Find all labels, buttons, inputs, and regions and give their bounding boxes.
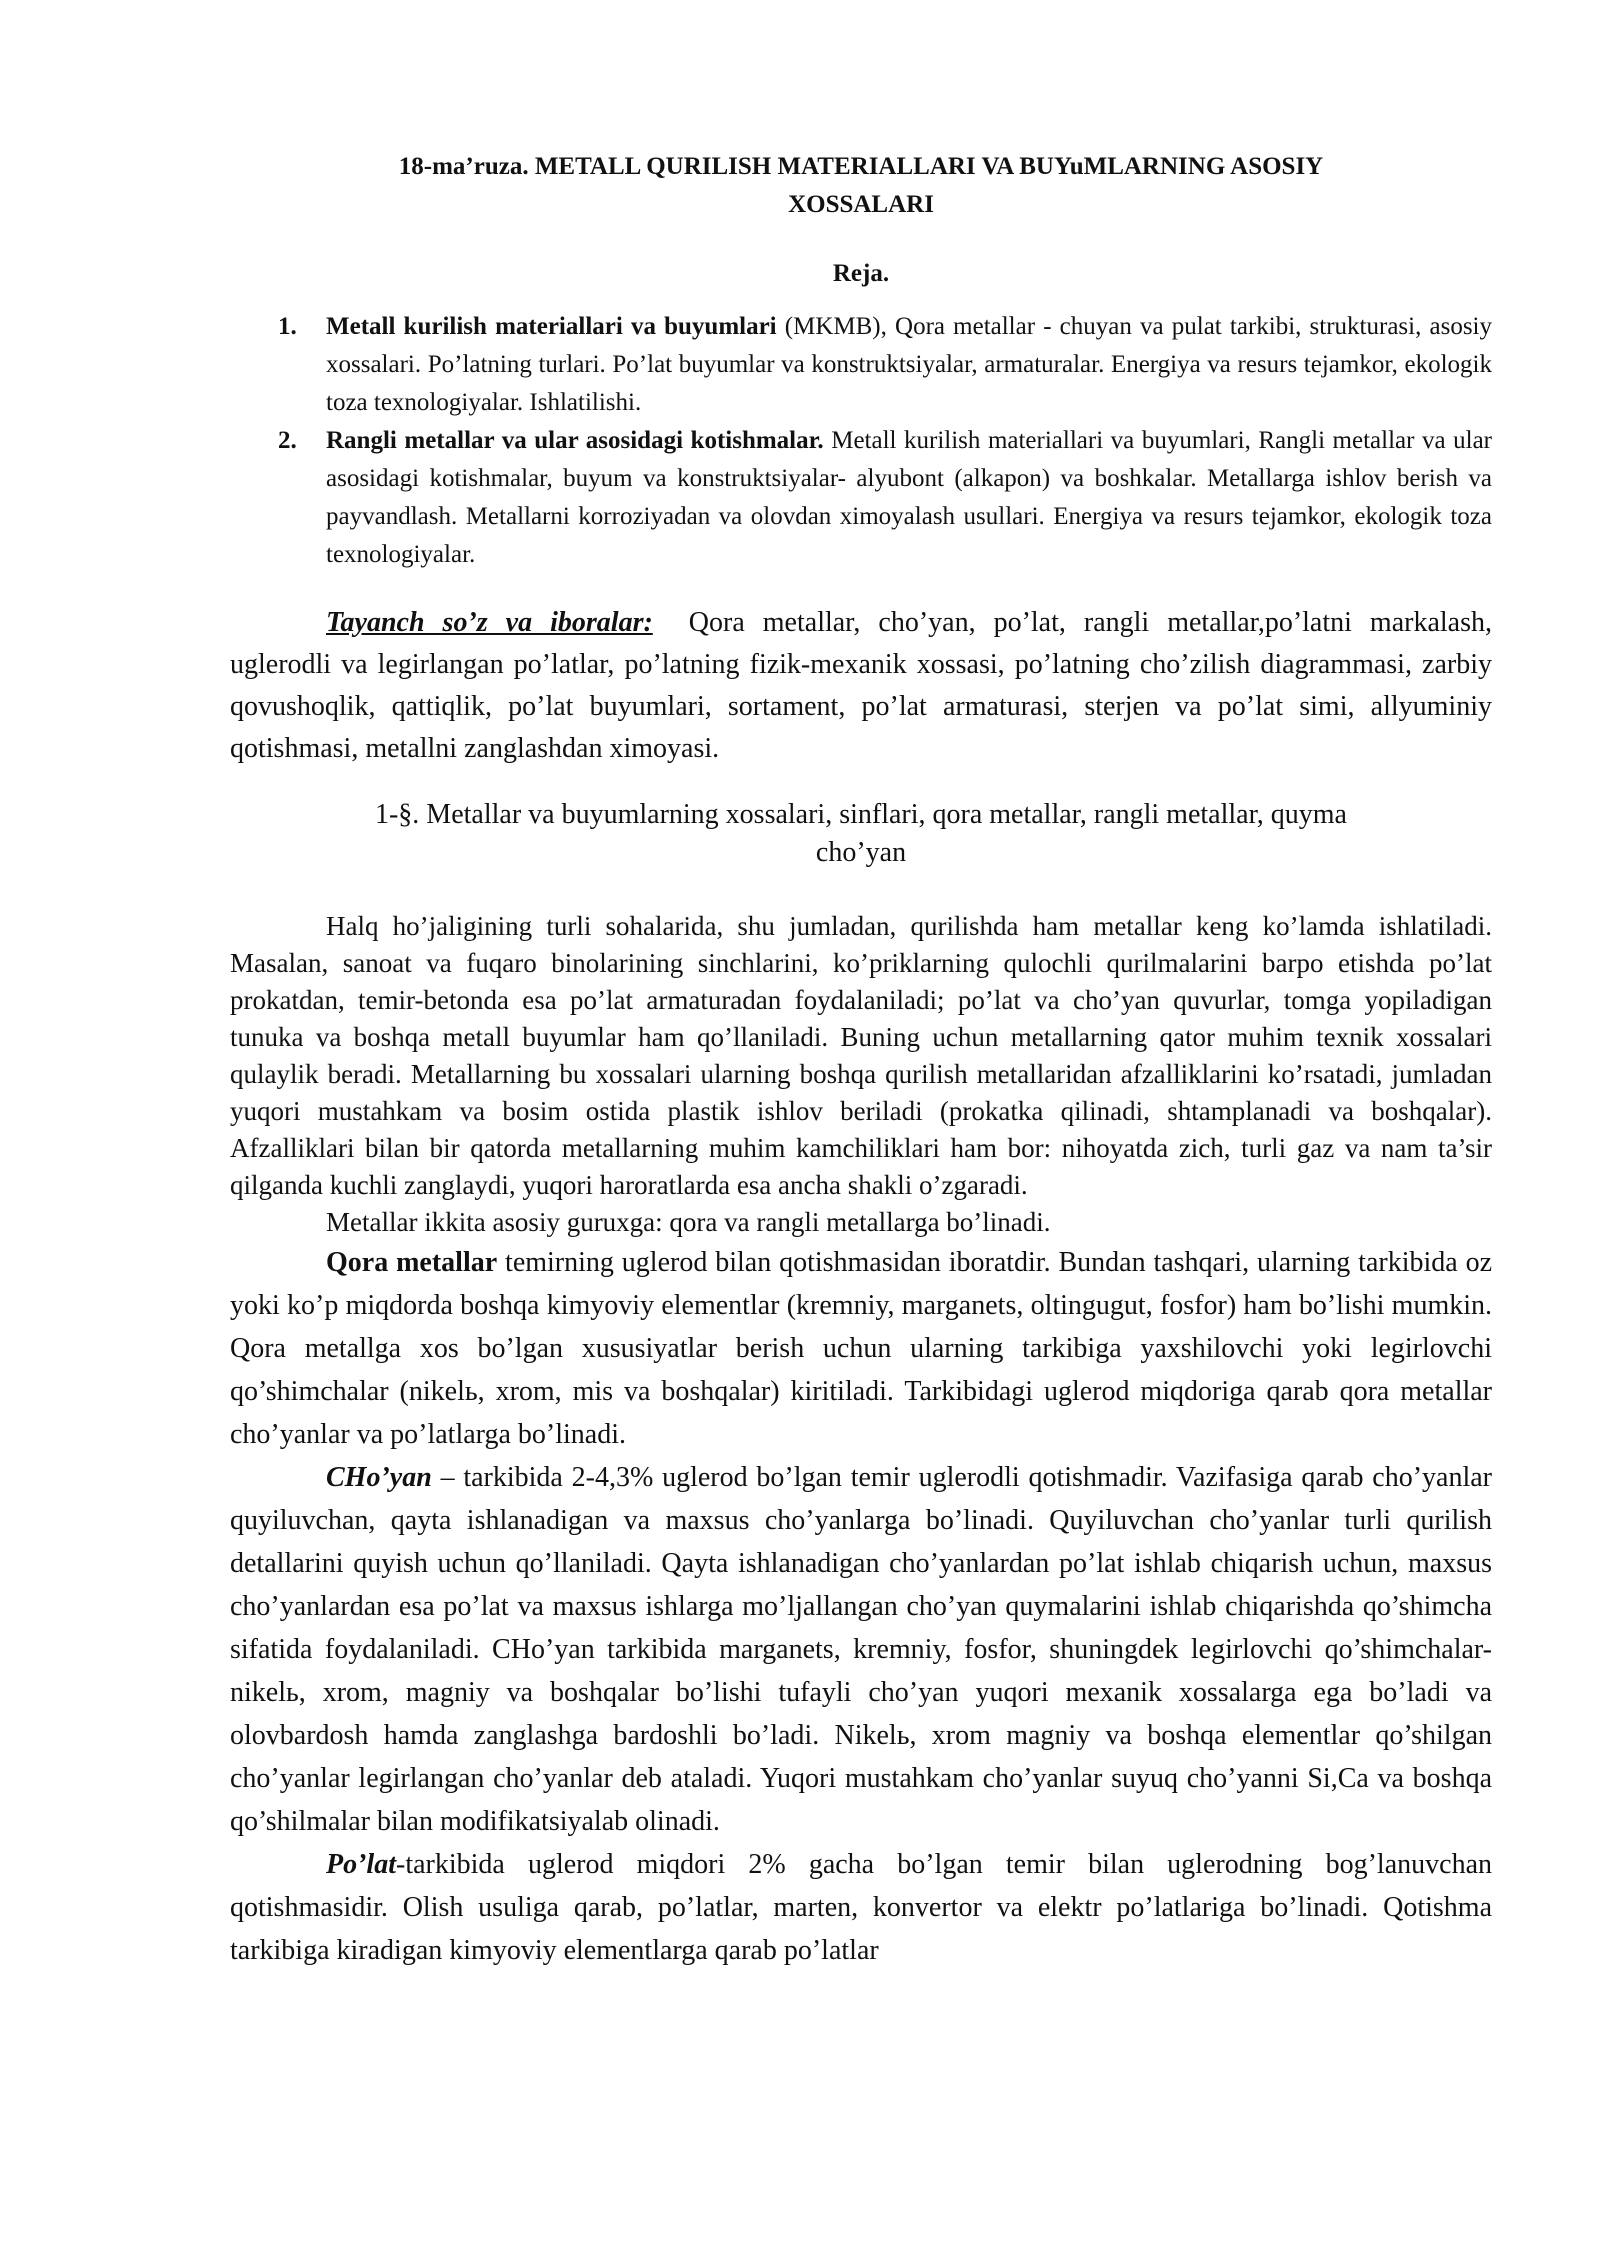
body-paragraph-2: Metallar ikkita asosiy guruxga: qora va rangli metallarga bo’linadi. [326, 1207, 1051, 1237]
plan-item-text: Metall kurilish materiallari va buyumlari, Rangli metallar va ular asosidagi kotishmalar, buyum va konstruktsiyalar- alyubont (alkapon) va boshkalar. Metallarga ishlov berish va payvandlash. Metallarni korroziyadan va olovdan ximoyalash usullari. Energiya va resurs tejamkor, ekologik toza texnologiyalar. [326, 427, 1492, 568]
keywords-paragraph [230, 602, 1492, 770]
steel-text: -tarkibida uglerod miqdori 2% gacha bo’lgan temir bilan uglerodning bog’lanuvchan qotishmasidir. Olish usuliga qarab, po’latlar, marten, konvertor va elektr po’latlariga bo’linadi. Qotishma tarkibiga kiradigan kimyoviy elementlarga qarab po’latlar [230, 1849, 1492, 1966]
cast-iron-text: – tarkibida 2-4,3% uglerod bo’lgan temir uglerodli qotishmadir. Vazifasiga qarab cho’yanlar quyiluvchan, qayta ishlanadigan va maxsus cho’yanlarga bo’linadi. Quyiluvchan cho’yanlar turli qurilish detallarini quyish uchun qo’llaniladi. Qayta ishlanadigan cho’yanlardan po’lat ishlab chiqarish uchun, maxsus cho’yanlardan esa po’lat va maxsus ishlarga mo’ljallangan cho’yan quymalarini ishlab chiqarishda qo’shimcha sifatida foydalaniladi. CHo’yan tarkibida marganets, kremniy, fosfor, shuningdek legirlovchi qo’shimchalar-nikelь, xrom, magniy va boshqalar bo’lishi tufayli cho’yan yuqori mexanik xossalarga ega bo’ladi va olovbardosh hamda zanglashga bardoshli bo’ladi. Nikelь, xrom magniy va boshqa elementlar qo’shilgan cho’yanlar legirlangan cho’yanlar deb ataladi. Yuqori mustahkam cho’yanlar suyuq cho’yanni Si,Ca va boshqa qo’shilmalar bilan modifikatsiyalab olinadi. [230, 1462, 1492, 1837]
lecture-title-line-2: XOSSALARI [788, 191, 934, 218]
body-paragraph-cast-iron [230, 1456, 1492, 1843]
keywords-text: Qora metallar, cho’yan, po’lat, rangli metallar,po’latni markalash, uglerodli va legirlangan po’latlar, po’latning fizik-mexanik xossasi, po’latning cho’zilish diagrammasi, zarbiy qovushoqlik, qattiqlik, po’lat buyumlari, sortament, po’lat armaturasi, sterjen va po’lat simi, allyuminiy qotishmasi, metallni zanglashdan ximoyasi. [230, 607, 1492, 764]
plan-list [230, 308, 1492, 574]
plan-item-number: 1. [278, 313, 297, 340]
ferrous-metals-text: temirning uglerod bilan qotishmasidan iboratdir. Bundan tashqari, ularning tarkibida oz yoki ko’p miqdorda boshqa kimyoviy elementlar (kremniy, marganets, oltingugut, fosfor) ham bo’lishi mumkin. Qora metallga xos bo’lgan xususiyatlar berish uchun ularning tarkibiga yaxshilovchi yoki legirlovchi qo’shimchalar (nikelь, xrom, mis va boshqalar) kiritiladi. Tarkibidagi uglerod miqdoriga qarab qora metallar cho’yanlar va po’latlarga bo’linadi. [230, 1247, 1492, 1450]
term-cast-iron: CHo’yan [326, 1462, 432, 1493]
section-heading [230, 796, 1492, 872]
section-heading-line-2: cho’yan [815, 837, 907, 868]
body-paragraph-ferrous-metals [230, 1241, 1492, 1456]
plan-item-bold-lead: Metall kurilish materiallari va buyumlari [326, 313, 777, 340]
plan-heading: Reja. [832, 260, 890, 287]
lecture-title-line-1: 18-ma’ruza. METALL QURILISH MATERIALLARI VA BUYuMLARNING ASOSIY [398, 153, 1324, 180]
lecture-title [230, 148, 1492, 224]
plan-item-number: 2. [278, 427, 297, 454]
keywords-label: Tayanch so’z va iboralar: [326, 607, 653, 638]
plan-item-text: (MKMB), Qora metallar - chuyan va pulat tarkibi, strukturasi, asosiy xossalari. Po’latning turlari. Po’lat buyumlar va konstruktsiyalar, armaturalar. Energiya va resurs tejamkor, ekologik toza texnologiyalar. Ishlatilishi. [326, 313, 1492, 416]
section-heading-line-1: 1-§. Metallar va buyumlarning xossalari, sinflari, qora metallar, rangli metallar, quyma [374, 799, 1347, 830]
body-paragraph-1: Halq ho’jaligining turli sohalarida, shu jumladan, qurilishda ham metallar keng ko’lamda ishlatiladi. Masalan, sanoat va fuqaro binolarining sinchlarini, ko’priklarning qulochli qurilmalarini barpo etishda po’lat prokatdan, temir-betonda esa po’lat armaturadan foydalaniladi; po’lat va cho’yan quvurlar, tomga yopiladigan tunuka va boshqa metall buyumlar ham qo’llaniladi. Buning uchun metallarning qator muhim texnik xossalari qulaylik beradi. Metallarning bu xossalari ularning boshqa qurilish metallaridan afzalliklarini ko’rsatadi, jumladan yuqori mustahkam va bosim ostida plastik ishlov beriladi (prokatka qilinadi, shtamplanadi va boshqalar). Afzalliklari bilan bir qatorda metallarning muhim kamchiliklari ham bor: nihoyatda zich, turli gaz va nam ta’sir qilganda kuchli zanglaydi, yuqori haroratlarda esa ancha shakli o’zgaradi. [230, 911, 1492, 1200]
plan-item-2 [230, 422, 1492, 574]
body-paragraph-steel [230, 1843, 1492, 1972]
plan-item-1 [230, 308, 1492, 422]
term-steel: Po’lat [326, 1849, 396, 1880]
document-content [230, 148, 1492, 1972]
term-ferrous-metals: Qora metallar [326, 1247, 498, 1278]
plan-item-bold-lead: Rangli metallar va ular asosidagi kotishmalar. [326, 427, 824, 454]
